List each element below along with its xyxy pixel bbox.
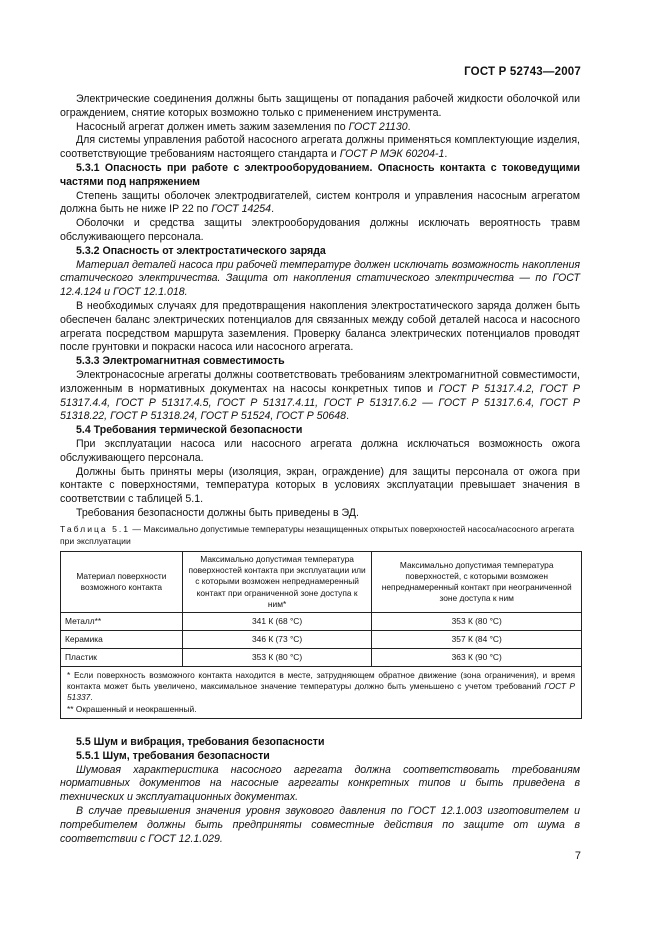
page-number: 7 [574, 850, 581, 862]
material-cell: Керамика [61, 631, 183, 649]
table-notes [61, 667, 582, 719]
standard-reference: ГОСТ 14254 [211, 203, 272, 216]
paragraph-grounding: Насосный агрегат должен иметь зажим заземления по ГОСТ 21130. [76, 120, 411, 133]
temperature-table [60, 551, 582, 719]
table-row [61, 631, 582, 649]
paragraph-protection-degree: Степень защиты оболочек электродвигателей, систем контроля и управления насосным агрегатом должна быть не ниже IP 22 по ГОСТ 14254. [60, 189, 580, 216]
paragraph-potential-balance: В необходимых случаях для предотвращения накопления электростатического заряда должен быть обеспечен баланс электрических потенциалов для связанных между собой деталей насоса и насосного агрегата посредством маршрута заземления. Проверку баланса электрических потенциалов проводят после грунтовки и покраски насоса или насосного агрегата. [60, 299, 580, 354]
table-note-1: * Если поверхность возможного контакта находится в месте, затрудняющем обратное движение (зона ограничения), и время контакта может быть увеличено, максимальное значение температуры должно быть уменьшено с учетом требований ГОСТ Р 51337. [67, 670, 576, 703]
limited-temp-cell: 353 К (80 °С) [182, 649, 372, 667]
heading-5-4: 5.4 Требования термической безопасности [76, 424, 303, 437]
paragraph-control-system: Для системы управления работой насосного агрегата должны применяться комплектующие изделия, соответствующие требованиям настоящего стандарта и ГОСТ Р МЭК 60204-1. [60, 134, 580, 161]
paragraph-burn-risk: При эксплуатации насоса или насосного агрегата должна исключаться возможность ожога обслуживающего персонала. [60, 437, 580, 464]
body-text-upper [60, 93, 580, 521]
heading-5-3-2: 5.3.2 Опасность от электростатического заряда [76, 244, 326, 257]
unlimited-temp-cell: 353 К (80 °С) [372, 613, 582, 631]
heading-5-5-1: 5.5.1 Шум, требования безопасности [76, 749, 270, 762]
unlimited-temp-cell: 363 К (90 °С) [372, 649, 582, 667]
paragraph-noise-exceedance: В случае превышения значения уровня звукового давления по ГОСТ 12.1.003 изготовителем и потребителем должны быть предприняты совместные действия по защите от шума в соответствии с ГОСТ 12.1.029. [60, 804, 580, 845]
document-header: ГОСТ Р 52743—2007 [464, 66, 581, 78]
material-cell: Металл** [61, 613, 183, 631]
standard-reference: ГОСТ Р МЭК 60204-1 [339, 148, 445, 161]
paragraph-static-material: Материал деталей насоса при рабочей температуре должен исключать возможность накопления статического электричества. Защита от накопления статического электричества — по ГОСТ 12.4.124 и ГОСТ 12.1.018. [60, 258, 580, 299]
table-notes-row [61, 667, 582, 719]
column-header-material: Материал поверхности возможного контакта [61, 552, 183, 613]
standard-reference: ГОСТ Р 51337 [67, 681, 576, 703]
table-caption: Таблица 5.1 — Максимально допустимые температуры незащищенных открытых поверхностей насоса/насосного агрегата при эксплуатации [60, 524, 575, 546]
standard-references-list: ГОСТ Р 51317.4.2, ГОСТ Р 51317.4.4, ГОСТ Р 51317.4.5, ГОСТ Р 51317.4.11, ГОСТ Р 51317.6.2 — ГОСТ Р 51317.6.4, ГОСТ Р 51318.22, ГОСТ Р 51318.24, ГОСТ Р 51524, ГОСТ Р 50648 [60, 382, 580, 423]
table-note-2: ** Окрашенный и неокрашенный. [67, 703, 197, 714]
heading-5-3-1: 5.3.1 Опасность при работе с электрооборудованием. Опасность контакта с токоведущими частями под напряжением [60, 161, 580, 188]
heading-5-3-3: 5.3.3 Электромагнитная совместимость [76, 355, 285, 368]
table-header-row [61, 552, 582, 613]
column-header-limited-access: Максимально допустимая температура поверхностей контакта при эксплуатации или с которыми возможен непреднамеренный контакт при ограниченной зоне доступа к ним* [182, 552, 372, 613]
paragraph-enclosures: Оболочки и средства защиты электрооборудования должны исключать вероятность травм обслуживающего персонала. [60, 217, 580, 243]
paragraph-ed-requirements: Требования безопасности должны быть приведены в ЭД. [76, 506, 359, 519]
heading-5-5: 5.5 Шум и вибрация, требования безопасности [76, 736, 325, 748]
paragraph-electrical-connections: Электрические соединения должны быть защищены от попадания рабочей жидкости оболочкой или ограждением, снятие которых возможно только с применением инструмента. [60, 93, 580, 119]
column-header-unlimited-access: Максимально допустимая температура поверхностей, с которыми возможен непреднамеренный контакт при неограниченной зоне доступа к ним [372, 552, 582, 613]
material-cell: Пластик [61, 649, 183, 667]
paragraph-burn-measures: Должны быть приняты меры (изоляция, экран, ограждение) для защиты персонала от ожога при контакте с поверхностями, температура которых в условиях эксплуатации превышает значения в соответствии с таблицей 5.1. [60, 465, 580, 506]
standard-reference: ГОСТ 21130 [348, 120, 408, 133]
paragraph-emc: Электронасосные агрегаты должны соответствовать требованиям электромагнитной совместимости, изложенным в нормативных документах на насосы конкретных типов и ГОСТ Р 51317.4.2, ГОСТ Р 51317.4.4, ГОСТ Р 51317.4.5, ГОСТ Р 51317.4.11, ГОСТ Р 51317.6.2 — ГОСТ Р 51317.6.4, ГОСТ Р 51318.22, ГОСТ Р 51318.24, ГОСТ Р 51524, ГОСТ Р 50648. [60, 368, 580, 423]
table-row [61, 613, 582, 631]
body-text-lower [60, 736, 580, 846]
limited-temp-cell: 341 К (68 °С) [182, 613, 372, 631]
paragraph-noise-characteristic: Шумовая характеристика насосного агрегата должна соответствовать требованиям нормативных документов на насосные агрегаты конкретных типов и быть приведена в технических и эксплуатационных документах. [60, 763, 580, 804]
table-row [61, 649, 582, 667]
limited-temp-cell: 346 К (73 °С) [182, 631, 372, 649]
unlimited-temp-cell: 357 К (84 °С) [372, 631, 582, 649]
